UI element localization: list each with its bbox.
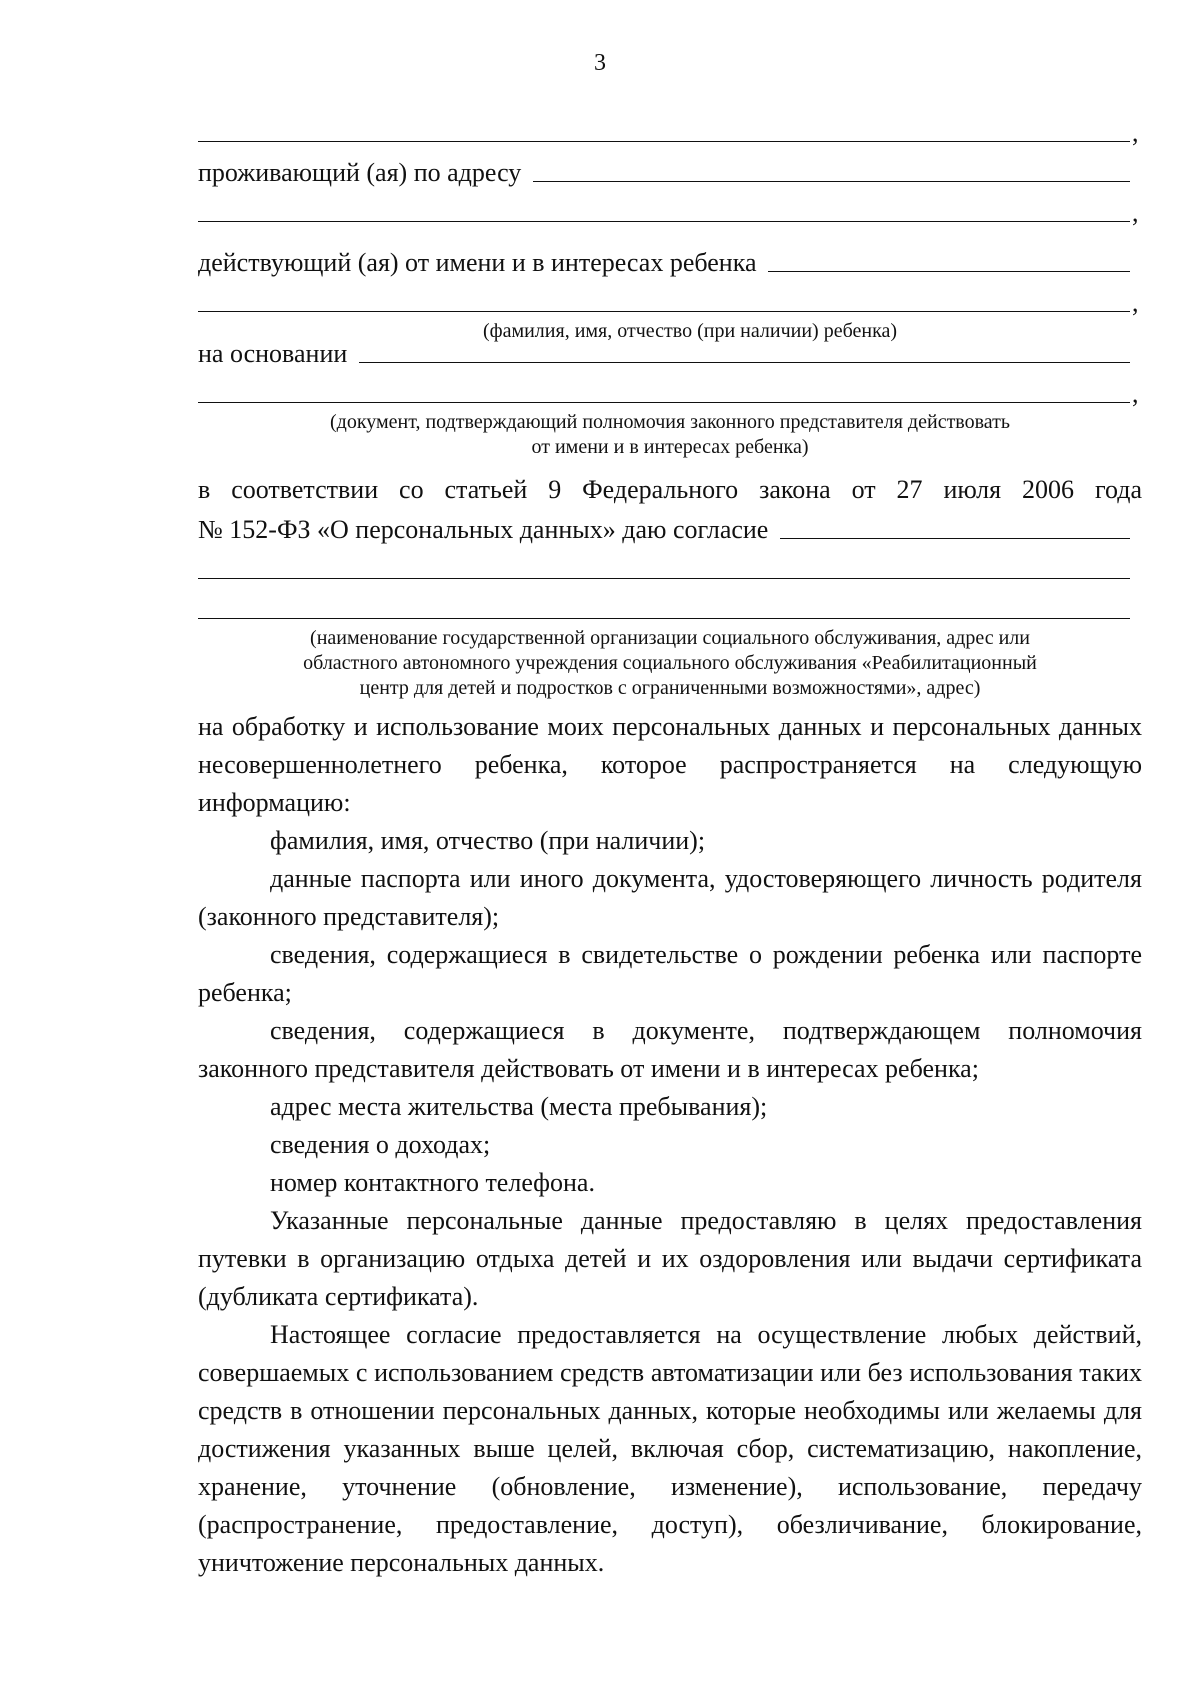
basis-caption-1: (документ, подтверждающий полномочия законного представителя действовать xyxy=(329,411,1011,433)
org-caption-3: центр для детей и подростков с ограниченными возможностями», адрес) xyxy=(359,677,981,699)
address-field[interactable] xyxy=(533,181,1130,182)
child-field[interactable] xyxy=(768,271,1130,272)
organization-line-2 xyxy=(198,545,1142,585)
comma: , xyxy=(1132,198,1139,228)
address-field-2[interactable] xyxy=(198,221,1130,222)
list-item: сведения, содержащиеся в свидетельстве о рождении ребенка или паспорте ребенка; xyxy=(198,940,1142,1007)
organization-field-3[interactable] xyxy=(198,618,1130,619)
address-continuation-line xyxy=(198,188,1142,228)
basis-line xyxy=(198,339,1142,369)
list-item: данные паспорта или иного документа, удостоверяющего личность родителя (законного представителя); xyxy=(198,864,1142,931)
consent-intro: на обработку и использование моих персональных данных и персональных данных несовершеннолетнего ребенка, которое распространяется на следующую информацию: xyxy=(198,712,1142,817)
basis-field-2[interactable] xyxy=(198,402,1130,403)
basis-continuation-line xyxy=(198,369,1142,409)
child-name-field[interactable] xyxy=(198,311,1130,312)
list-item: номер контактного телефона. xyxy=(270,1168,595,1197)
scope-paragraph: Настоящее согласие предоставляется на осуществление любых действий, совершаемых с использованием средств автоматизации или без использования таких средств в отношении персональных данных, которые необходимы или желаемы для достижения указанных выше целей, включая сбор, систематизацию, накопление, хранение, уточнение (обновление, изменение), использование, передачу (распространение, предоставление, доступ), обезличивание, блокирование, уничтожение персональных данных. xyxy=(198,1320,1142,1577)
organization-field-2[interactable] xyxy=(198,578,1130,579)
child-name-line xyxy=(198,278,1142,318)
basis-label: на основании xyxy=(198,339,348,369)
basis-caption-2: от имени и в интересах ребенка) xyxy=(531,436,809,458)
acting-line xyxy=(198,228,1142,278)
organization-field[interactable] xyxy=(780,538,1130,539)
blank-field[interactable] xyxy=(198,141,1130,142)
org-caption-2: областного автономного учреждения социального обслуживания «Реабилитационный xyxy=(303,652,1037,674)
consent-line xyxy=(198,509,1142,545)
comma: , xyxy=(1132,288,1139,318)
list-item: сведения, содержащиеся в документе, подтверждающем полномочия законного представителя действовать от имени и в интересах ребенка; xyxy=(198,1016,1142,1083)
organization-line-3 xyxy=(198,585,1142,625)
law-text-1: в соответствии со статьей 9 Федерального закона от 27 июля 2006 года xyxy=(198,475,1142,504)
list-item: фамилия, имя, отчество (при наличии); xyxy=(270,826,706,855)
org-caption-1: (наименование государственной организации социального обслуживания, адрес или xyxy=(310,627,1030,649)
address-label: проживающий (ая) по адресу xyxy=(198,158,522,188)
basis-field[interactable] xyxy=(359,362,1130,363)
form-content xyxy=(198,108,1142,1582)
list-item: сведения о доходах; xyxy=(270,1130,491,1159)
comma: , xyxy=(1132,379,1139,409)
page-number: 3 xyxy=(594,50,606,76)
acting-label: действующий (ая) от имени и в интересах ребенка xyxy=(198,248,757,278)
law-text-2: № 152-ФЗ «О персональных данных» даю согласие xyxy=(198,515,769,545)
child-name-caption: (фамилия, имя, отчество (при наличии) ребенка) xyxy=(482,320,898,342)
address-line xyxy=(198,148,1142,188)
purpose-paragraph: Указанные персональные данные предоставляю в целях предоставления путевки в организацию отдыха детей и их оздоровления или выдачи сертификата (дубликата сертификата). xyxy=(198,1206,1142,1311)
list-item: адрес места жительства (места пребывания); xyxy=(270,1092,768,1121)
comma: , xyxy=(1132,118,1139,148)
name-continuation-line xyxy=(198,108,1142,148)
